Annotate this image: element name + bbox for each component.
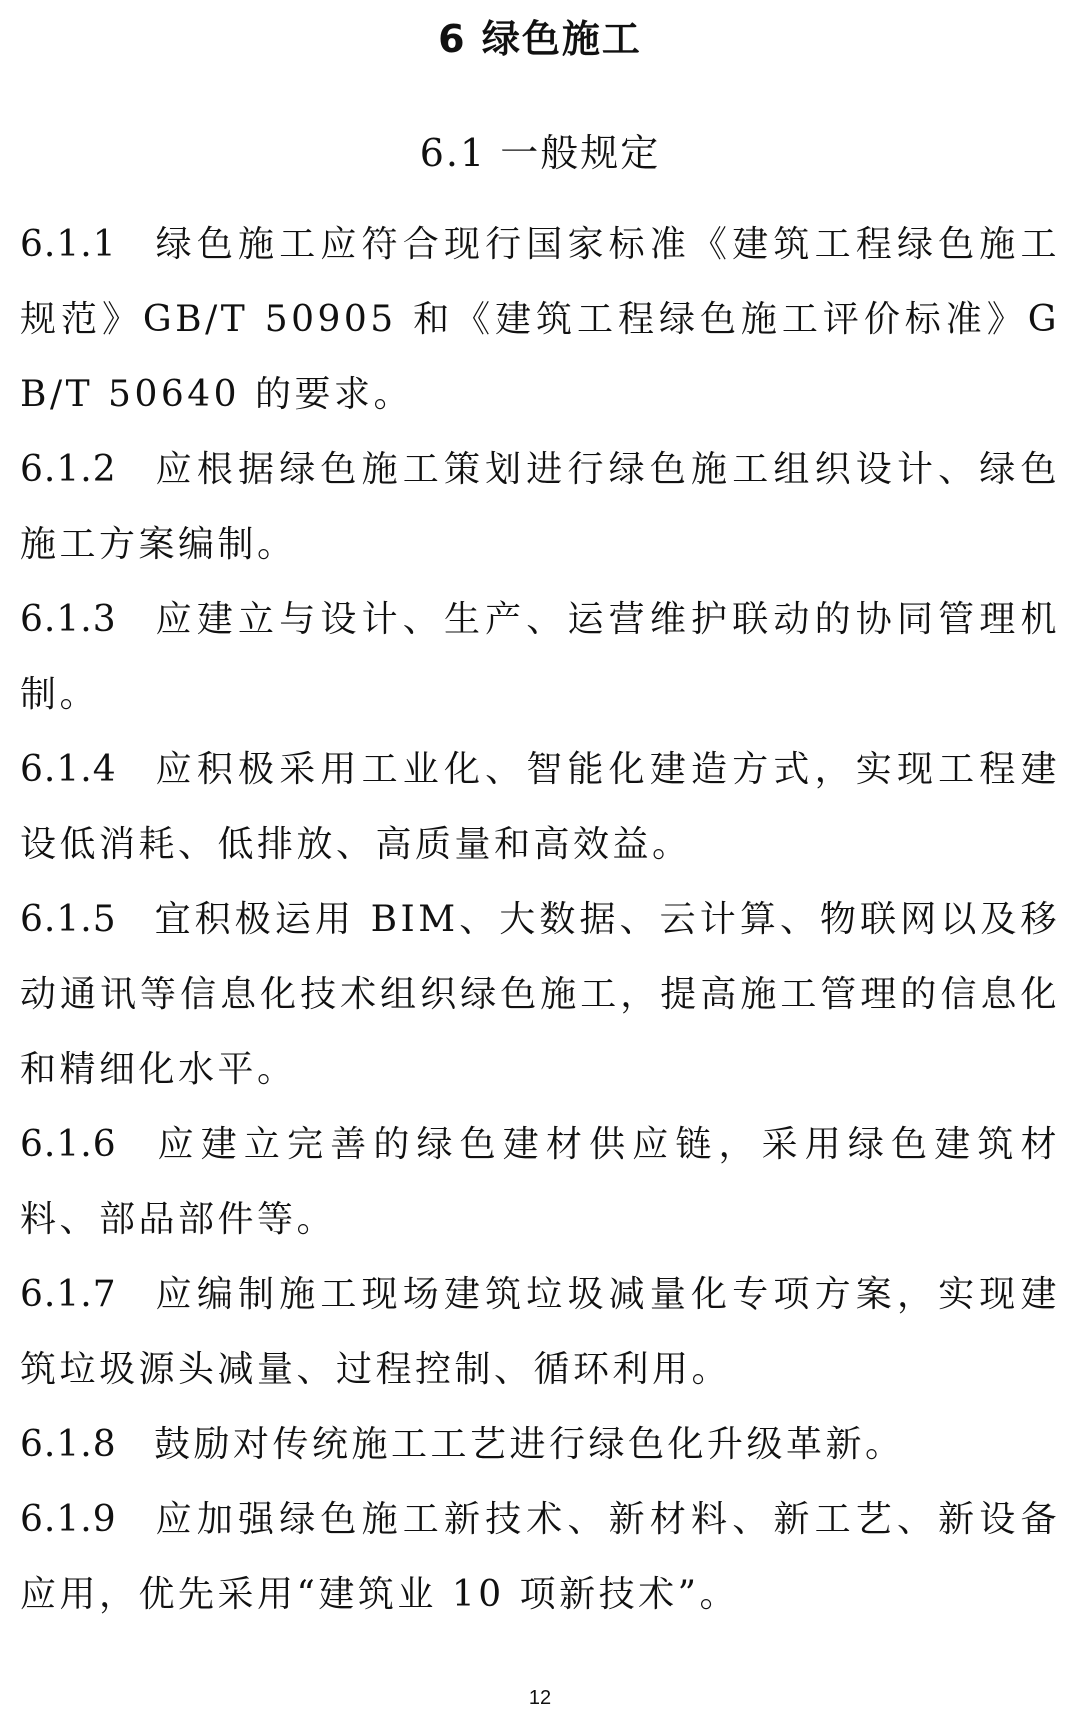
page-number: 12 xyxy=(528,1687,552,1709)
clause-text: 应建立完善的绿色建材供应链，采用绿色建筑材料、部品部件等。 xyxy=(20,1124,1060,1240)
clause-6-1-6 xyxy=(20,1107,1060,1257)
clause-number: 6.1.6 xyxy=(20,1124,117,1165)
clause-number: 6.1.3 xyxy=(20,599,117,640)
clause-number: 6.1.2 xyxy=(20,449,117,490)
clause-number: 6.1.5 xyxy=(20,899,117,940)
clause-text: 应加强绿色施工新技术、新材料、新工艺、新设备应用，优先采用“建筑业 10 项新技术”。 xyxy=(20,1499,1060,1615)
clause-6-1-1 xyxy=(20,207,1060,432)
clause-6-1-5 xyxy=(20,882,1060,1107)
clause-text: 应建立与设计、生产、运营维护联动的协同管理机制。 xyxy=(20,599,1060,715)
clause-6-1-9 xyxy=(20,1482,1060,1632)
clause-6-1-7 xyxy=(20,1257,1060,1407)
clause-6-1-8 xyxy=(20,1407,1060,1482)
clause-number: 6.1.8 xyxy=(20,1424,117,1465)
clause-text: 应编制施工现场建筑垃圾减量化专项方案，实现建筑垃圾源头减量、过程控制、循环利用。 xyxy=(20,1274,1060,1390)
clause-number: 6.1.9 xyxy=(20,1499,117,1540)
clause-6-1-3 xyxy=(20,582,1060,732)
chapter-title: 6 绿色施工 xyxy=(438,17,642,61)
section-title: 6.1 一般规定 xyxy=(419,131,661,175)
clause-text: 宜积极运用 BIM、大数据、云计算、物联网以及移动通讯等信息化技术组织绿色施工，提高施工管理的信息化和精细化水平。 xyxy=(20,899,1060,1090)
clause-number: 6.1.7 xyxy=(20,1274,117,1315)
clause-text: 绿色施工应符合现行国家标准《建筑工程绿色施工规范》GB/T 50905 和《建筑工程绿色施工评价标准》GB/T 50640 的要求。 xyxy=(20,224,1060,415)
clause-6-1-2 xyxy=(20,432,1060,582)
clause-6-1-4 xyxy=(20,732,1060,882)
clause-number: 6.1.4 xyxy=(20,749,117,790)
clause-list xyxy=(20,207,1060,1632)
clause-text: 应积极采用工业化、智能化建造方式，实现工程建设低消耗、低排放、高质量和高效益。 xyxy=(20,749,1060,865)
clause-text: 鼓励对传统施工工艺进行绿色化升级革新。 xyxy=(154,1424,905,1465)
clause-number: 6.1.1 xyxy=(20,224,117,265)
clause-text: 应根据绿色施工策划进行绿色施工组织设计、绿色施工方案编制。 xyxy=(20,449,1060,565)
